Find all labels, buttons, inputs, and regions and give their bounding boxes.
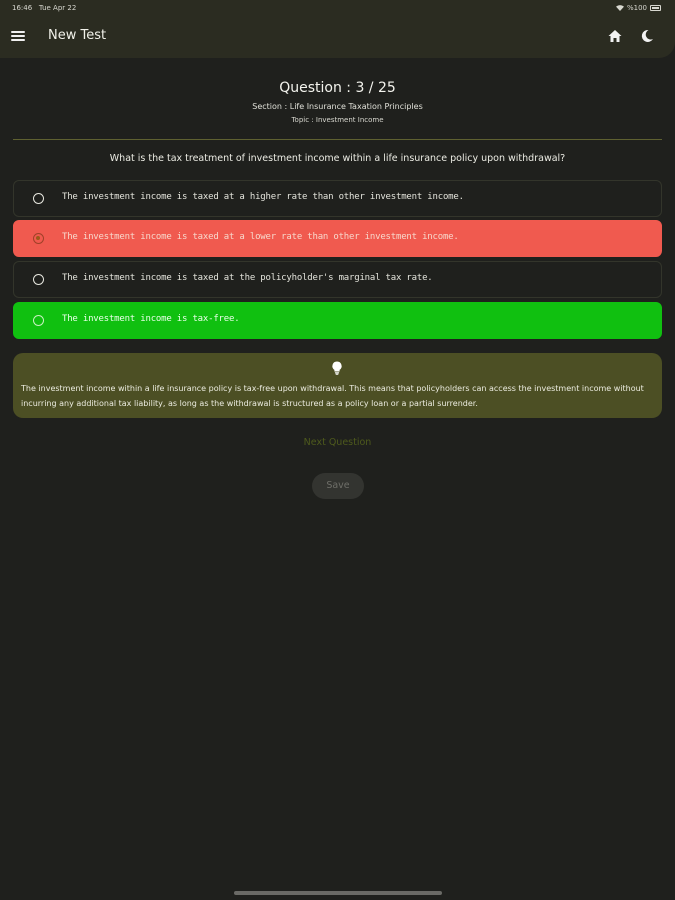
radio-button[interactable] <box>33 193 44 204</box>
moon-icon[interactable] <box>639 28 655 44</box>
save-button[interactable]: Save <box>312 473 364 499</box>
question-topic: Topic : Investment Income <box>291 116 384 124</box>
status-date: Tue Apr 22 <box>38 4 77 12</box>
home-indicator[interactable] <box>234 891 442 895</box>
app-title: New Test <box>48 28 107 43</box>
radio-button[interactable] <box>33 315 44 326</box>
battery-percent: %100 <box>626 4 647 12</box>
battery-icon <box>650 5 661 11</box>
app-bar <box>0 20 675 54</box>
answer-option-3[interactable] <box>13 261 662 298</box>
question-number: Question : 3 / 25 <box>279 80 396 96</box>
explanation-card <box>13 353 662 418</box>
radio-button[interactable] <box>33 233 44 244</box>
answer-option-4[interactable] <box>13 302 662 339</box>
answer-option-1[interactable] <box>13 180 662 217</box>
radio-button[interactable] <box>33 274 44 285</box>
lightbulb-icon <box>331 361 343 375</box>
header-divider <box>13 139 662 140</box>
home-icon[interactable] <box>607 28 623 44</box>
answer-option-label: The investment income is taxed at a higher rate than other investment income. <box>62 192 464 202</box>
next-question-row <box>0 437 675 448</box>
answer-option-2[interactable] <box>13 220 662 257</box>
answer-option-label: The investment income is tax-free. <box>62 314 240 324</box>
next-question-button[interactable]: Next Question <box>303 437 372 448</box>
menu-icon[interactable] <box>11 30 25 42</box>
wifi-icon <box>616 5 624 11</box>
top-bar <box>0 0 675 58</box>
question-section: Section : Life Insurance Taxation Principles <box>252 102 423 111</box>
answer-option-label: The investment income is taxed at a lower rate than other investment income. <box>62 232 459 242</box>
answer-option-label: The investment income is taxed at the policyholder's marginal tax rate. <box>62 273 433 283</box>
question-text: What is the tax treatment of investment income within a life insurance policy upon withdrawal? <box>109 153 566 164</box>
question-header <box>0 80 675 124</box>
status-bar <box>0 0 675 16</box>
explanation-text: The investment income within a life insurance policy is tax-free upon withdrawal. This means that policyholders can access the investment income without incurring any additional tax liability, as long as the withdrawal is structured as a policy loan or a partial surrender. <box>21 384 644 408</box>
status-time: 16:46 <box>12 4 33 12</box>
